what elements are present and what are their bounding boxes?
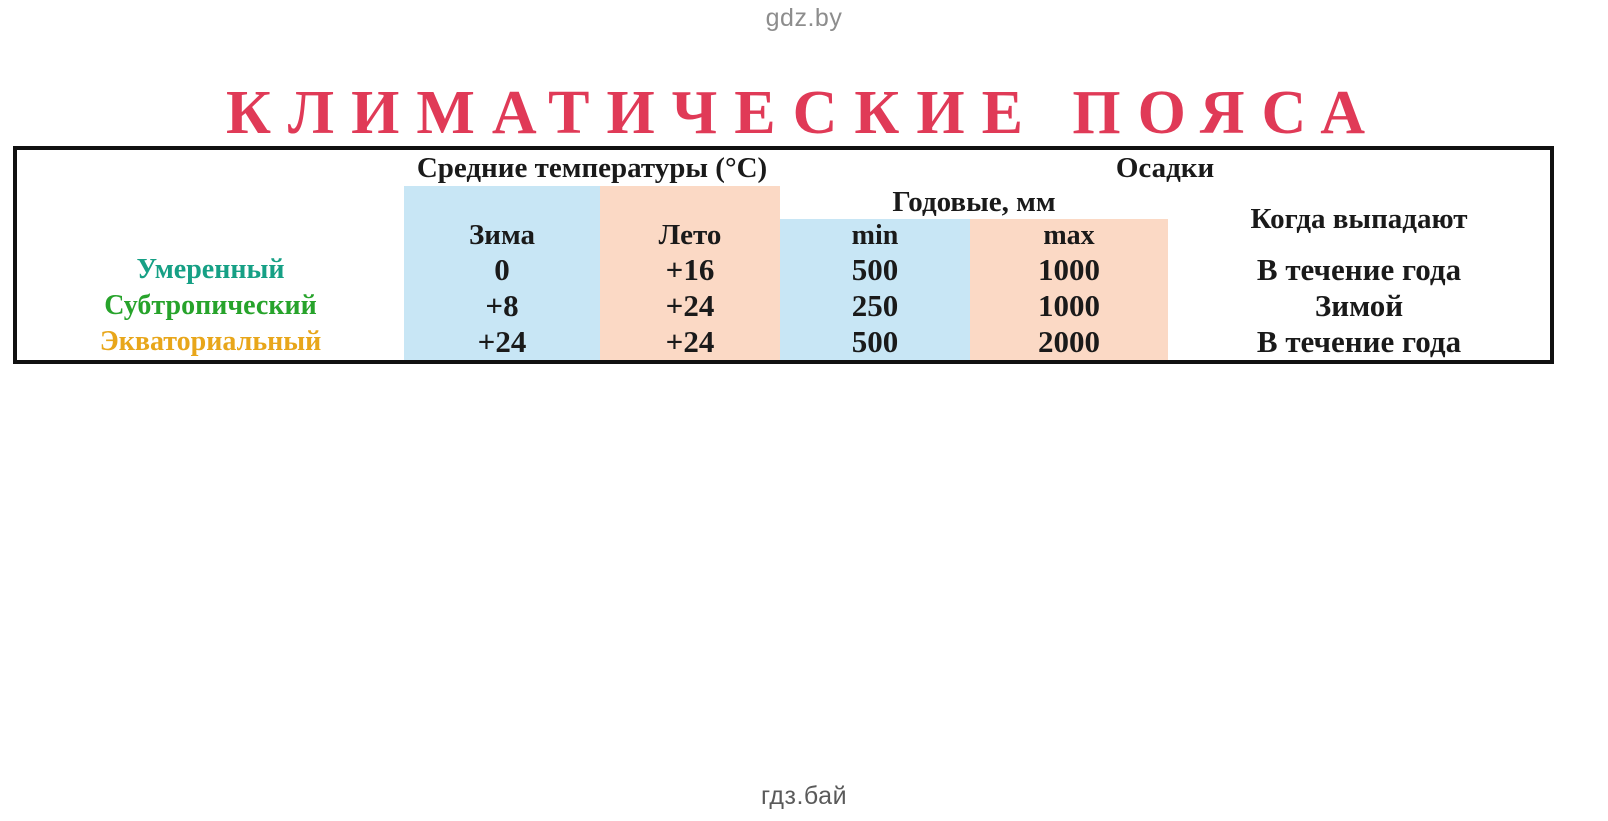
row-max-value: 2000 [970, 324, 1168, 362]
header-when: Когда выпадают [1250, 202, 1468, 235]
header-max: max [970, 219, 1168, 252]
spacer-summer-top [600, 186, 780, 219]
row-when-value: В течение года [1256, 252, 1462, 288]
spacer-winter-top [404, 186, 600, 219]
row-summer-value: +24 [600, 324, 780, 362]
header-row-groups [15, 148, 1552, 186]
page-title: КЛИМАТИЧЕСКИЕ ПОЯСА [225, 78, 1383, 147]
watermark-top: gdz.by [765, 4, 843, 32]
climate-table [13, 146, 1554, 364]
header-min: min [780, 219, 970, 252]
row-winter-value: +8 [404, 288, 600, 324]
row-when-value: Зимой [1314, 288, 1404, 324]
header-winter: Зима [404, 219, 600, 252]
row-winter-value: +24 [404, 324, 600, 362]
row-zone-label: Субтропический [104, 290, 317, 322]
row-max-value: 1000 [970, 252, 1168, 288]
row-summer-value: +24 [600, 288, 780, 324]
row-min-value: 250 [780, 288, 970, 324]
header-summer: Лето [600, 219, 780, 252]
row-zone-label: Умеренный [136, 254, 285, 286]
table-row [15, 288, 1552, 324]
row-max-value: 1000 [970, 288, 1168, 324]
climate-table-container [13, 146, 1550, 364]
header-avg-temp: Средние температуры (°C) [416, 152, 768, 184]
row-min-value: 500 [780, 252, 970, 288]
table-row [15, 252, 1552, 288]
row-when-value: В течение года [1256, 324, 1462, 360]
watermark-bottom: гдз.бай [760, 782, 848, 810]
row-min-value: 500 [780, 324, 970, 362]
header-precipitation: Осадки [1115, 152, 1215, 184]
table-row [15, 324, 1552, 362]
corner-cell [15, 148, 404, 252]
row-summer-value: +16 [600, 252, 780, 288]
header-annual: Годовые, мм [892, 186, 1056, 219]
row-zone-label: Экваториальный [99, 326, 322, 358]
row-winter-value: 0 [404, 252, 600, 288]
